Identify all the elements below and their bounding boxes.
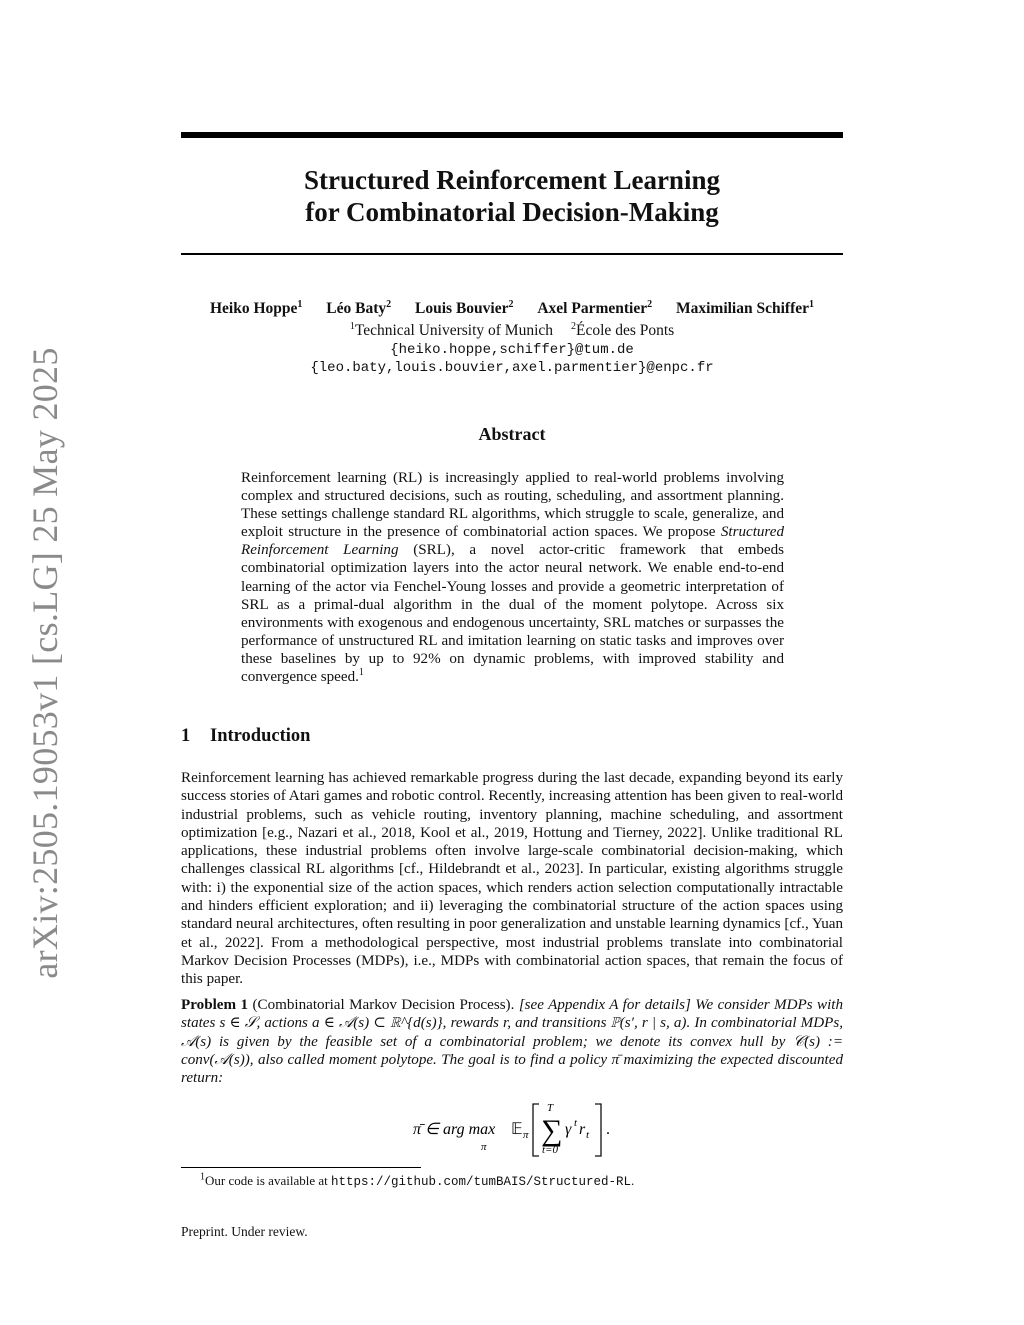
- author: Maximilian Schiffer$^1$: [675, 298, 814, 317]
- author: Louis Bouvier$^2$: [415, 298, 514, 317]
- email-line: {leo.baty,louis.bouvier,axel.parmentier}@enpc.fr: [310, 360, 714, 376]
- sum-lower: t=0: [542, 1144, 558, 1156]
- author: Heiko Hoppe$^1$: [210, 298, 303, 317]
- author-list: [181, 299, 843, 319]
- eq-reward-sub: t: [586, 1129, 590, 1141]
- footnote: $^1$Our code is available at https://github.com/tumBAIS/Structured-RL.: [200, 1171, 635, 1189]
- author: Léo Baty$^2$: [326, 298, 392, 317]
- left-bracket: [533, 1104, 539, 1156]
- arxiv-stamp: arXiv:2505.19053v1 [cs.LG] 25 May 2025: [25, 347, 65, 979]
- eq-gamma: γ: [565, 1121, 572, 1138]
- affiliation: École des Ponts: [576, 322, 675, 339]
- title-rule-bottom: [181, 253, 843, 255]
- eq-expectation: 𝔼: [511, 1121, 523, 1138]
- abstract-heading: Abstract: [478, 424, 546, 444]
- objective-equation: [181, 1100, 843, 1160]
- abstract-text: Reinforcement learning (RL) is increasingly applied to real-world problems involving complex and structured decisions, such as routing, scheduling, and assortment planning. These settings challenge standard RL algorithms, which struggle to scale, generalize, and exploit structure in the presence of combinatorial action spaces. We propose Structured Reinforcement Learning (SRL), a novel actor-critic framework that embeds combinatorial optimization layers into the actor neural network. We enable end-to-end learning of the actor via Fenchel-Young losses and provide a geometric interpretation of SRL as a primal-dual algorithm in the dual of the moment polytope. Across six environments with exogenous and endogenous uncertainty, SRL matches or surpasses the performance of unstructured RL and imitation learning on static tasks and improves over these baselines by up to 92% on dynamic problems, with improved stability and convergence speed.$^1$: [241, 470, 784, 686]
- intro-paragraph: Reinforcement learning has achieved remarkable progress during the last decade, expanding beyond its early success stories of Atari games and robotic control. Recently, increasing attention has been given to real-world industrial problems, such as vehicle routing, inventory planning, machine scheduling, and assortment optimization [e.g., Nazari et al., 2018, Kool et al., 2019, Hottung and Tierney, 2022]. Unlike traditional RL applications, these industrial problems often involve large-scale combinatorial decision-making, which challenges classical RL algorithms [cf., Hildebrandt et al., 2023]. In particular, existing algorithms struggle with: i) the exponential size of the action spaces, which renders action selection computationally intractable and hinders efficient exploration; and ii) leveraging the combinatorial structure of the action spaces using standard neural architectures, often resulting in poor generalization and unstable learning dynamics [cf., Yuan et al., 2022]. From a methodological perspective, most industrial problems translate into combinatorial Markov Decision Processes (MDPs), i.e., MDPs with combinatorial action spaces, that remain the focus of this paper.: [181, 770, 843, 988]
- email-line: {heiko.hoppe,schiffer}@tum.de: [390, 342, 634, 358]
- eq-lhs: π̄ ∈ arg max: [413, 1121, 496, 1138]
- right-bracket: [595, 1104, 601, 1156]
- eq-expect-sub: π: [523, 1129, 529, 1141]
- section-heading: 1 Introduction: [181, 726, 311, 746]
- problem-statement: Problem 1 (Combinatorial Markov Decision Process). [see Appendix A for details] We consider MDPs with states s ∈ 𝒮, actions a ∈ 𝒜(s) ⊂ ℝ^{d(s)}, rewards r, and transitions ℙ(s′, r | s, a). In combinatorial MDPs, 𝒜(s) is given by the feasible set of a combinatorial problem; we denote its convex hull by 𝒞(s) := conv(𝒜(s)), also called moment polytope. The goal is to find a policy π̄ maximizing the expected discounted return:: [181, 997, 844, 1087]
- sum-icon: ∑: [541, 1114, 563, 1147]
- title-rule-top: [181, 132, 843, 138]
- sum-upper: T: [547, 1102, 554, 1114]
- affiliation: Technical University of Munich: [354, 322, 554, 339]
- title-line-1: Structured Reinforcement Learning: [304, 165, 720, 195]
- eq-period: .: [606, 1121, 610, 1138]
- author: Axel Parmentier$^2$: [537, 298, 653, 317]
- eq-gamma-exp: t: [574, 1117, 578, 1129]
- eq-reward: r: [579, 1121, 586, 1138]
- affiliations: $^1$Technical University of Munich $^2$École des Ponts: [349, 320, 675, 339]
- footnote-rule: [181, 1167, 421, 1168]
- code-link[interactable]: https://github.com/tumBAIS/Structured-RL: [330, 1175, 632, 1189]
- eq-argmax-sub: π: [481, 1141, 487, 1153]
- page-footer: Preprint. Under review.: [181, 1224, 308, 1239]
- paper-title: [181, 164, 843, 228]
- title-line-2: for Combinatorial Decision-Making: [305, 197, 719, 227]
